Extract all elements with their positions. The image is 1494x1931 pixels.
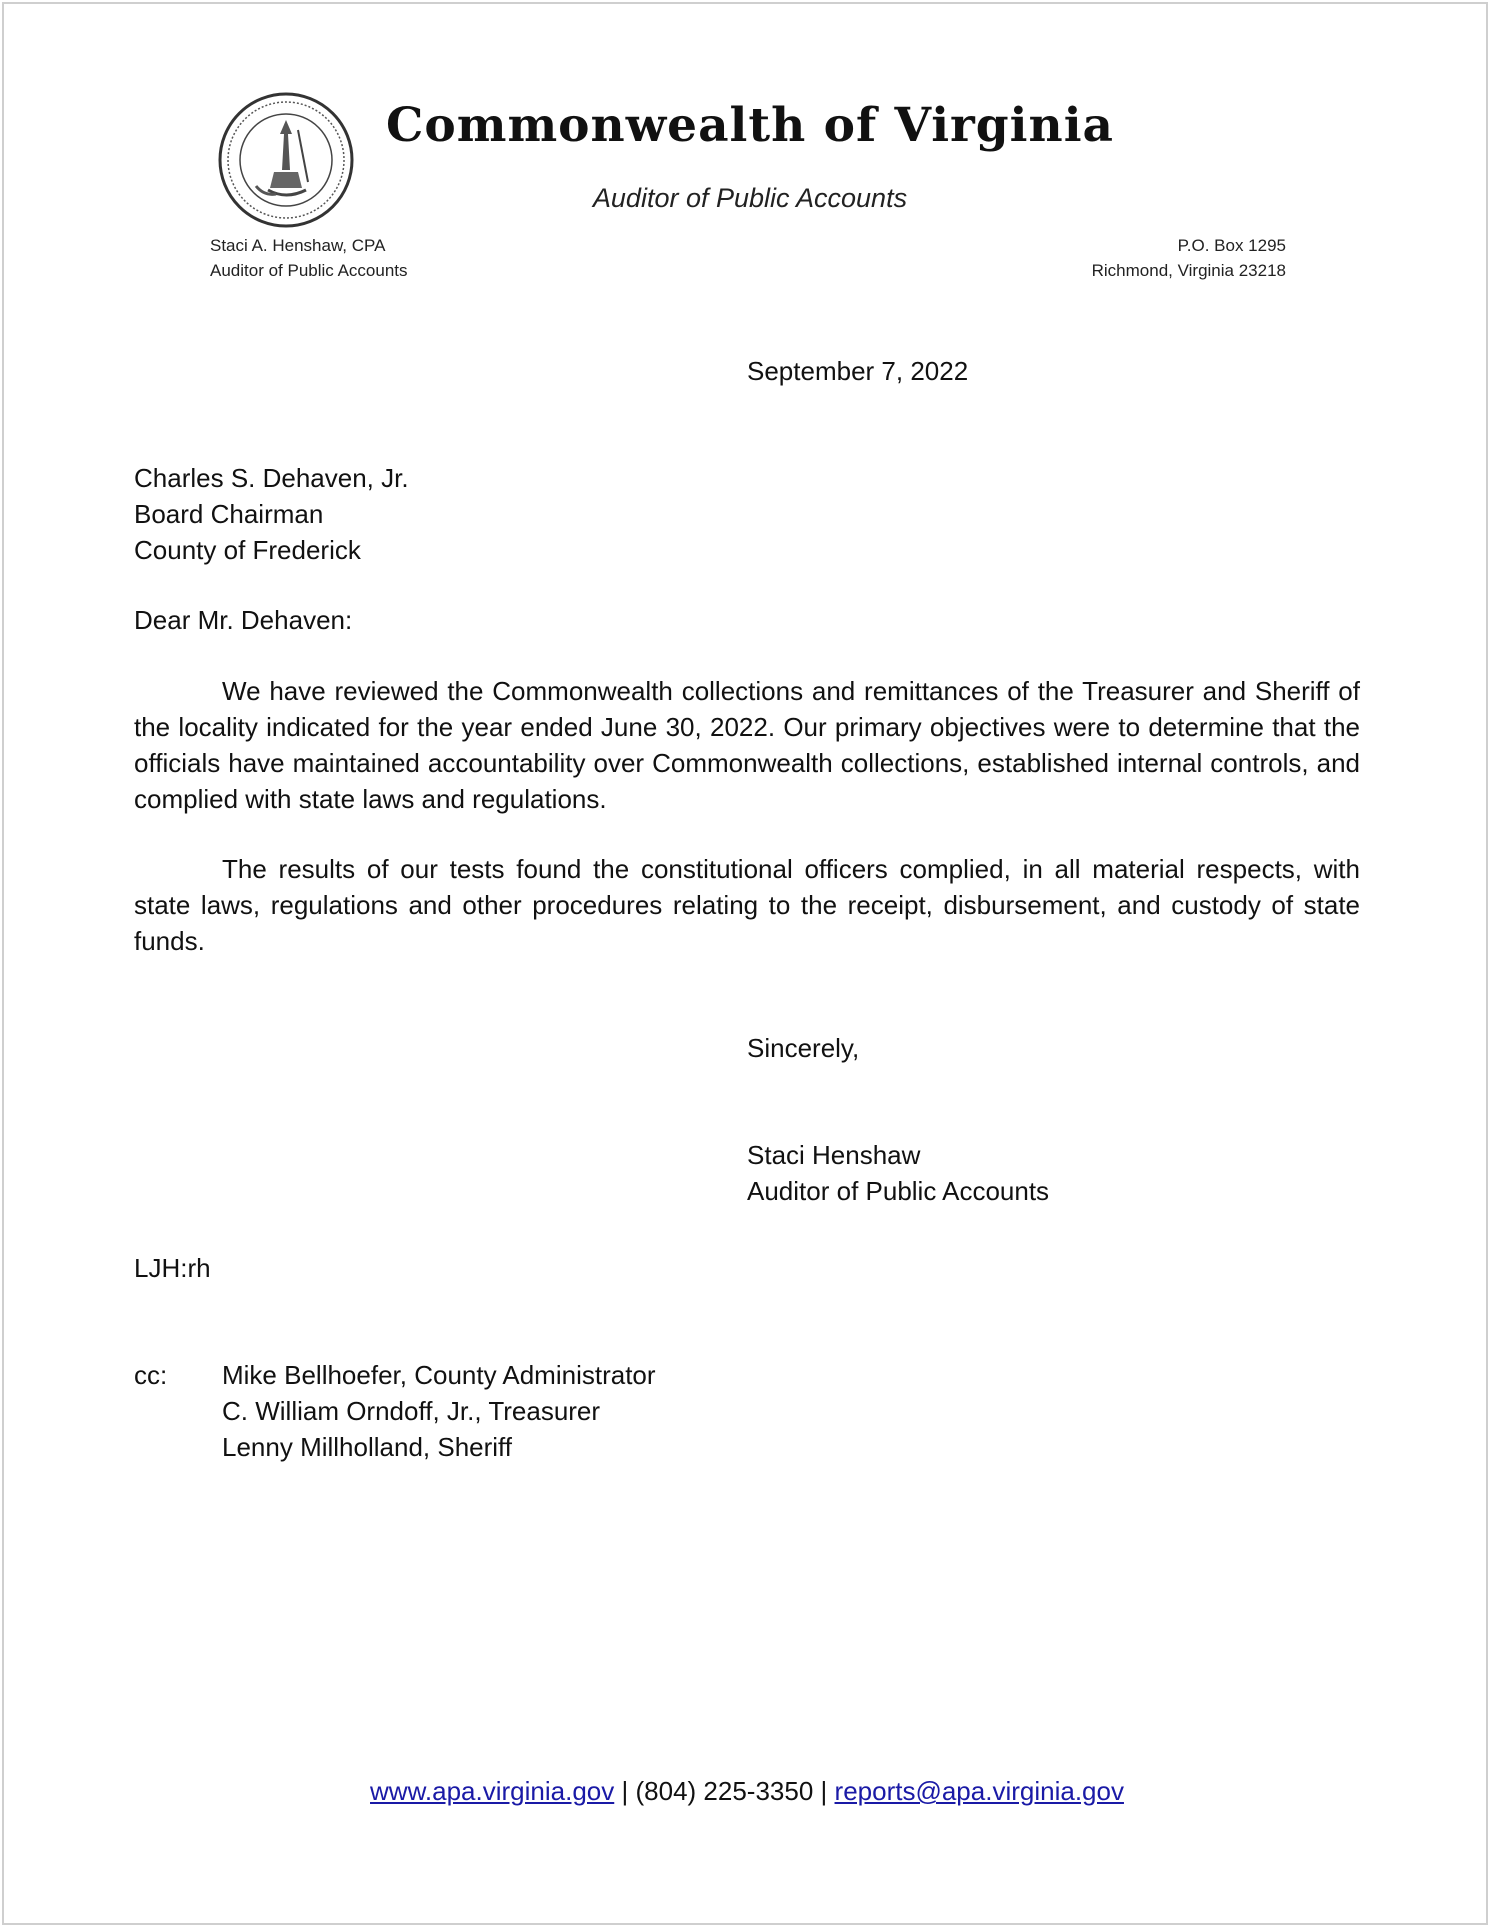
cc-list (222, 1357, 656, 1465)
paragraph-text: The results of our tests found the constitutional officers complied, in all material respects, with state laws, regulations and other procedures relating to the receipt, disbursement, and custody of state funds. (134, 854, 1360, 956)
recipient-block (134, 460, 409, 568)
paragraph-text: We have reviewed the Commonwealth collections and remittances of the Treasurer and Sheriff of the locality indicated for the year ended June 30, 2022. Our primary objectives were to determine that the officials have maintained accountability over Commonwealth collections, established internal controls, and complied with state laws and regulations. (134, 676, 1360, 814)
letterhead-subtitle: Auditor of Public Accounts (592, 183, 908, 213)
reference-initials: LJH:rh (134, 1253, 211, 1283)
paragraph (134, 673, 1360, 817)
recipient-title: Board Chairman (134, 499, 324, 529)
city-state: Richmond, Virginia 23218 (1091, 261, 1286, 280)
cc-recipient: Mike Bellhoefer, County Administrator (222, 1360, 656, 1390)
virginia-seal-icon (216, 90, 356, 230)
website-link[interactable]: www.apa.virginia.gov (370, 1776, 615, 1806)
auditor-info (210, 233, 408, 283)
footer (0, 1776, 1494, 1807)
footer-separator: | (621, 1776, 629, 1806)
salutation: Dear Mr. Dehaven: (134, 605, 353, 635)
phone-number: (804) 225-3350 (635, 1776, 814, 1806)
signer-title: Auditor of Public Accounts (747, 1176, 1050, 1206)
cc-recipient: Lenny Millholland, Sheriff (222, 1432, 513, 1462)
paragraph (134, 851, 1360, 959)
po-box: P.O. Box 1295 (1177, 236, 1286, 255)
page-border (2, 2, 1488, 1925)
closing: Sincerely, (747, 1033, 860, 1063)
recipient-organization: County of Frederick (134, 535, 361, 565)
mailing-address (1092, 233, 1286, 283)
recipient-name: Charles S. Dehaven, Jr. (134, 463, 409, 493)
letter-date: September 7, 2022 (747, 356, 969, 386)
auditor-title: Auditor of Public Accounts (210, 261, 408, 280)
signer-name: Staci Henshaw (747, 1140, 921, 1170)
letterhead-title: Commonwealth of Virginia (385, 98, 1115, 153)
email-link[interactable]: reports@apa.virginia.gov (834, 1776, 1124, 1806)
cc-recipient: C. William Orndoff, Jr., Treasurer (222, 1396, 601, 1426)
footer-separator: | (820, 1776, 828, 1806)
cc-label: cc: (134, 1360, 168, 1390)
auditor-name: Staci A. Henshaw, CPA (210, 236, 386, 255)
signature-block (747, 1137, 1049, 1209)
